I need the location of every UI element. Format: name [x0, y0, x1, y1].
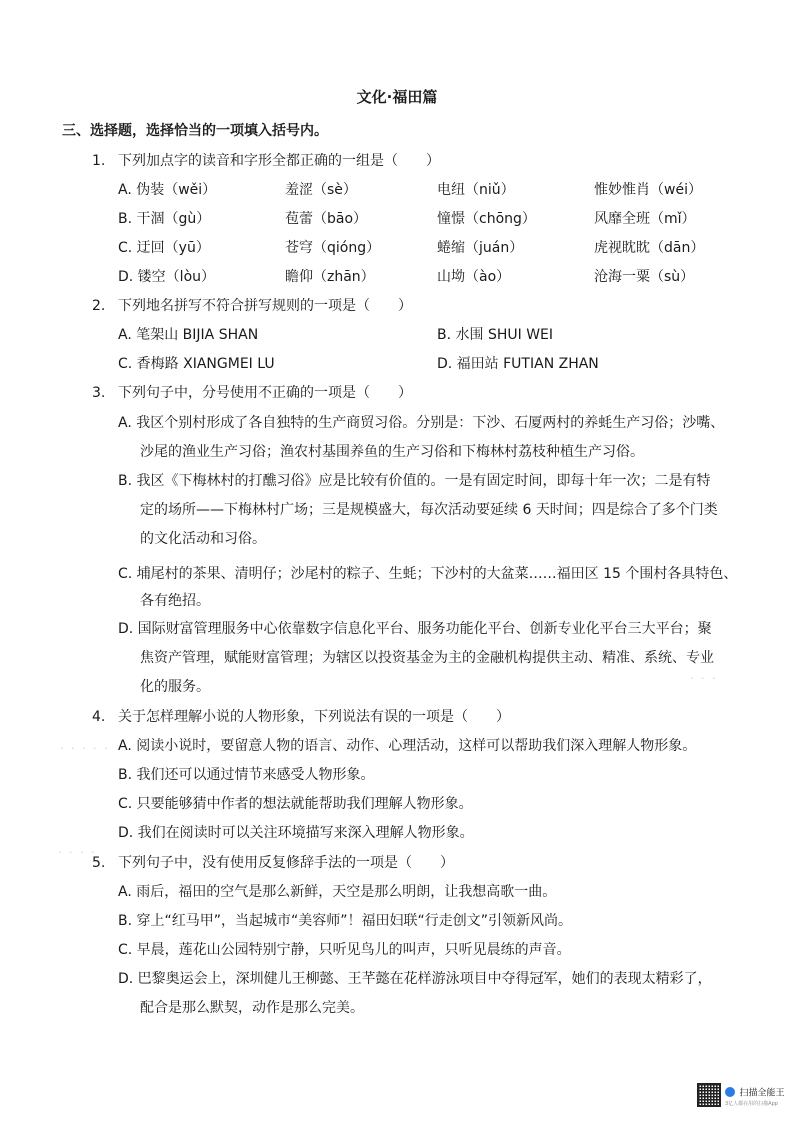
question-number: 2. — [92, 298, 106, 314]
q3-option-d-line3: 化的服务。 — [140, 679, 210, 695]
q3-option-a-line1: A. 我区个别村形成了各自独特的生产商贸习俗。分别是：下沙、石厦两村的养蚝生产习俗；沙嘴、 — [118, 415, 725, 431]
question-2 — [92, 295, 412, 315]
q3-option-d-line1: D. 国际财富管理服务中心依靠数字信息化平台、服务功能化平台、创新专业化平台三大平台；聚 — [118, 621, 712, 637]
qr-code-icon — [697, 1083, 721, 1107]
q5-option-a: A. 雨后，福田的空气是那么新鲜，天空是那么明朗，让我想高歌一曲。 — [118, 884, 557, 900]
q1-option-a-3: 电纽（niǔ） — [437, 182, 515, 198]
q1-option-d-4: 沧海一粟（sù） — [594, 269, 695, 285]
q1-option-b-3: 憧憬（chōng） — [437, 211, 536, 227]
q3-option-b-line1: B. 我区《下梅林村的打醮习俗》应是比较有价值的。一是有固定时间，即每十年一次；二是有特 — [118, 473, 711, 489]
q2-option-a: A. 笔架山 BIJIA SHAN — [118, 327, 259, 343]
q1-option-b-4: 风靡全班（mǐ） — [594, 211, 696, 227]
q1-option-d-3: 山坳（ào） — [437, 269, 511, 285]
question-4 — [92, 706, 510, 726]
question-stem: 下列句子中，分号使用不正确的一项是（ ） — [118, 385, 412, 401]
question-number: 3. — [92, 385, 106, 401]
question-number: 1. — [92, 153, 106, 169]
q3-option-b-line3: 的文化活动和习俗。 — [140, 531, 266, 547]
q1-option-d-1: D. 镂空（lòu） — [118, 269, 216, 285]
scanner-watermark — [725, 1084, 785, 1107]
q1-option-c-1: C. 迂回（yū） — [118, 240, 210, 256]
q5-option-d-line2: 配合是那么默契，动作是那么完美。 — [140, 1000, 364, 1016]
q1-option-c-4: 虎视眈眈（dān） — [594, 240, 705, 256]
q1-option-c-3: 蜷缩（juán） — [437, 240, 524, 256]
page-title: 文化·福田篇 — [356, 88, 438, 106]
scan-noise: · · · — [690, 672, 718, 685]
q1-option-b-1: B. 干涸（gù） — [118, 211, 211, 227]
scan-noise: · · · · · — [60, 742, 110, 755]
q1-option-a-2: 羞涩（sè） — [285, 182, 357, 198]
q2-option-c: C. 香梅路 XIANGMEI LU — [118, 356, 275, 372]
q1-option-a-1: A. 伪装（wěi） — [118, 182, 217, 198]
question-stem: 下列句子中，没有使用反复修辞手法的一项是（ ） — [118, 855, 454, 871]
q1-option-a-4: 惟妙惟肖（wéi） — [594, 182, 702, 198]
question-1 — [92, 150, 440, 170]
question-number: 5. — [92, 855, 106, 871]
question-stem: 关于怎样理解小说的人物形象，下列说法有误的一项是（ ） — [118, 709, 510, 725]
q4-option-a: A. 阅读小说时，要留意人物的语言、动作、心理活动，这样可以帮助我们深入理解人物形象。 — [118, 738, 697, 754]
q3-option-a-line2: 沙尾的渔业生产习俗；渔农村基围养鱼的生产习俗和下梅林村荔枝种植生产习俗。 — [140, 444, 644, 460]
q1-option-b-2: 苞蕾（bāo） — [285, 211, 368, 227]
section-heading: 三、选择题，选择恰当的一项填入括号内。 — [62, 123, 328, 139]
scan-noise: · · · · — [58, 846, 97, 859]
q1-option-c-2: 苍穹（qióng） — [285, 240, 381, 256]
q2-option-b: B. 水围 SHUI WEI — [437, 327, 554, 343]
scanner-brand: 扫描全能王 — [739, 1088, 785, 1099]
scanner-subtitle: 3亿人都在用的扫描App — [725, 1101, 778, 1107]
question-stem: 下列加点字的读音和字形全都正确的一组是（ ） — [118, 153, 440, 169]
q4-option-d: D. 我们在阅读时可以关注环境描写来深入理解人物形象。 — [118, 825, 474, 841]
q2-option-d: D. 福田站 FUTIAN ZHAN — [437, 356, 599, 372]
q5-option-d-line1: D. 巴黎奥运会上，深圳健儿王柳懿、王芊懿在花样游泳项目中夺得冠军，她们的表现太精彩了， — [118, 971, 712, 987]
q5-option-c: C. 早晨，莲花山公园特别宁静，只听见鸟儿的叫声，只听见晨练的声音。 — [118, 942, 571, 958]
question-number: 4. — [92, 709, 106, 725]
question-stem: 下列地名拼写不符合拼写规则的一项是（ ） — [118, 298, 412, 314]
question-3 — [92, 382, 412, 402]
question-5 — [92, 852, 454, 872]
q3-option-c-line2: 各有绝招。 — [140, 593, 210, 609]
q1-option-d-2: 瞻仰（zhān） — [285, 269, 375, 285]
scanner-logo-icon — [725, 1087, 735, 1097]
q3-option-d-line2: 焦资产管理，赋能财富管理；为辖区以投资基金为主的金融机构提供主动、精准、系统、专业 — [140, 650, 714, 666]
q4-option-b: B. 我们还可以通过情节来感受人物形象。 — [118, 767, 375, 783]
q3-option-b-line2: 定的场所——下梅林村广场；三是规模盛大，每次活动要延续 6 天时间；四是综合了多个门类 — [140, 502, 718, 518]
q4-option-c: C. 只要能够猜中作者的想法就能帮助我们理解人物形象。 — [118, 796, 473, 812]
q5-option-b: B. 穿上“红马甲”，当起城市“美容师”！福田妇联“行走创文”引领新风尚。 — [118, 913, 573, 929]
q3-option-c-line1: C. 埔尾村的茶果、清明仔；沙尾村的粽子、生蚝；下沙村的大盆菜……福田区 15 个围村各具特色、 — [118, 566, 738, 582]
